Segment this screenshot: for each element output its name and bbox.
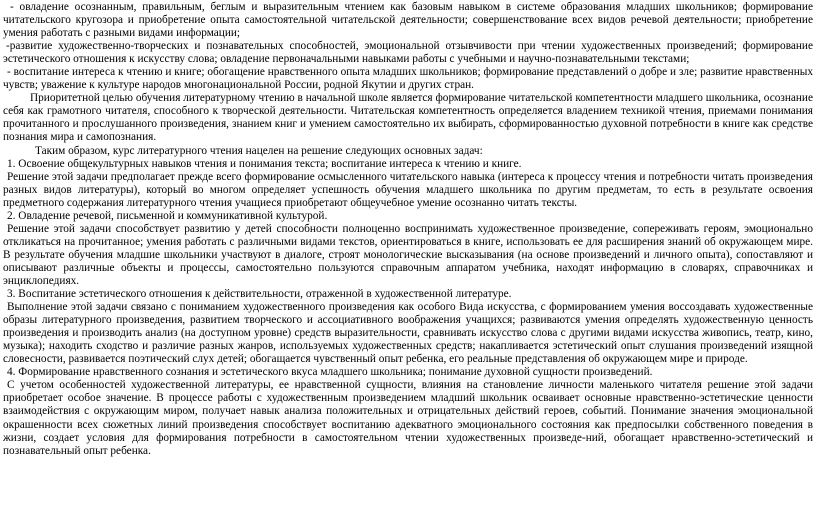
paragraph-goal-upbringing: - воспитание интереса к чтению и книге; обогащение нравственного опыта младших школьников; формирование представлений о добре и зле; развитие нравственных чувств; уважение к культуре народов многонациональной России, родной Якутии и других стран. [3, 66, 813, 92]
paragraph-tasks-intro: Таким образом, курс литературного чтения нацелен на решение следующих основных задач: [35, 144, 483, 157]
paragraph-goal-creative-abilities: -развитие художественно-творческих и познавательных способностей, эмоциональной отзывчивости при чтении художественных произведений; формирование эстетического отношения к искусству слова; овладение первоначальными навыками работы с учебными и научно-познавательными текстами; [3, 40, 813, 66]
paragraph-task-4-body: С учетом особенностей художественной литературы, ее нравственной сущности, влияния на становление личности маленького читателя решение этой задачи приобретает особое значение. В процессе работы с художественным произведением младший школьник осваивает основные нравственно-эстетические ценности взаимодействия с окружающим миром, получает навык анализа положительных и отрицательных действий героев, событий. Понимание значения эмоциональной окрашенности всех сюжетных линий произведения способствует воспитанию адекватного эмоционального состояния как предпосылки собственного поведения в жизни, создает условия для формирования потребности в самостоятельном чтении художественных произведе-ний, обогащает нравственно-эстетический и познавательный опыт ребенка. [3, 379, 813, 457]
paragraph-goal-reading-skill: - овладение осознанным, правильным, беглым и выразительным чтением как базовым навыком в системе образования младших школьников; формирование читательского кругозора и приобретение опыта самостоятельной читательской деятельности; совершенствование всех видов речевой деятельности; приобретение умения работать с разными видами информации; [3, 1, 813, 40]
heading-task-3: 3. Воспитание эстетического отношения к действительности, отраженной в художественной литературе. [7, 288, 512, 301]
heading-task-2: 2. Овладение речевой, письменной и коммуникативной культурой. [7, 209, 328, 222]
paragraph-task-2-body: Решение этой задачи способствует развитию у детей способности полноценно воспринимать художественное произведение, сопереживать героям, эмоционально откликаться на прочитанное; умения работать с различными видами текстов, ориентироваться в книге, использовать ее для расширения знаний об окружающем мире. В результате обучения младшие школьники участвуют в диалоге, строят монологические высказывания (на основе произведений и личного опыта), сопоставляют и описывают различные объекты и процессы, самостоятельно пользуются справочным аппаратом учебника, находят информацию в словарях, справочниках и энциклопедиях. [3, 222, 813, 287]
heading-task-1: 1. Освоение общекультурных навыков чтения и понимания текста; воспитание интереса к чтению и книге. [7, 157, 522, 170]
heading-task-4: 4. Формирование нравственного сознания и эстетического вкуса младшего школьника; понимание духовной сущности произведений. [7, 366, 653, 379]
paragraph-task-3-body: Выполнение этой задачи связано с пониманием художественного произведения как особого Вида искусства, с формированием умения воссоздавать художественные образы литературного произведения, развитием творческого и ассоциативного воображения учащихся; развиваются умения определять художественную ценность произведения и производить анализ (на доступном уровне) средств выразительности, сравнивать искусство слова с другими видами искусства живопись, театр, кино, музыка); находить сходство и различие разных жанров, используемых художественных средств; накапливается эстетический опыт слушания произведений изящной словесности, развивается поэтический слух детей; обогащается чувственный опыт ребенка, его реальные представления об окружающем мире и природе. [3, 301, 813, 366]
paragraph-priority-aim: Приоритетной целью обучения литературному чтению в начальной школе является формирование читательской компетентности младшего школьника, осознание себя как грамотного читателя, способного к творческой деятельности. Читательская компетентность определяется владением техникой чтения, приемами понимания прочитанного и прослушанного произведения, знанием книг и умением самостоятельно их выбирать, сформированностью духовной потребности в книге как средстве познания мира и самопознания. [3, 92, 813, 144]
paragraph-task-1-body: Решение этой задачи предполагает прежде всего формирование осмысленного читательского навыка (интереса к процессу чтения и потребности читать произведения разных видов литературы), который во многом определяет успешность обучения младшего школьника по другим предметам, то есть в результате освоения предметного содержания литературного чтения учащиеся приобретают общеучебное умение осознанно читать тексты. [3, 170, 813, 209]
